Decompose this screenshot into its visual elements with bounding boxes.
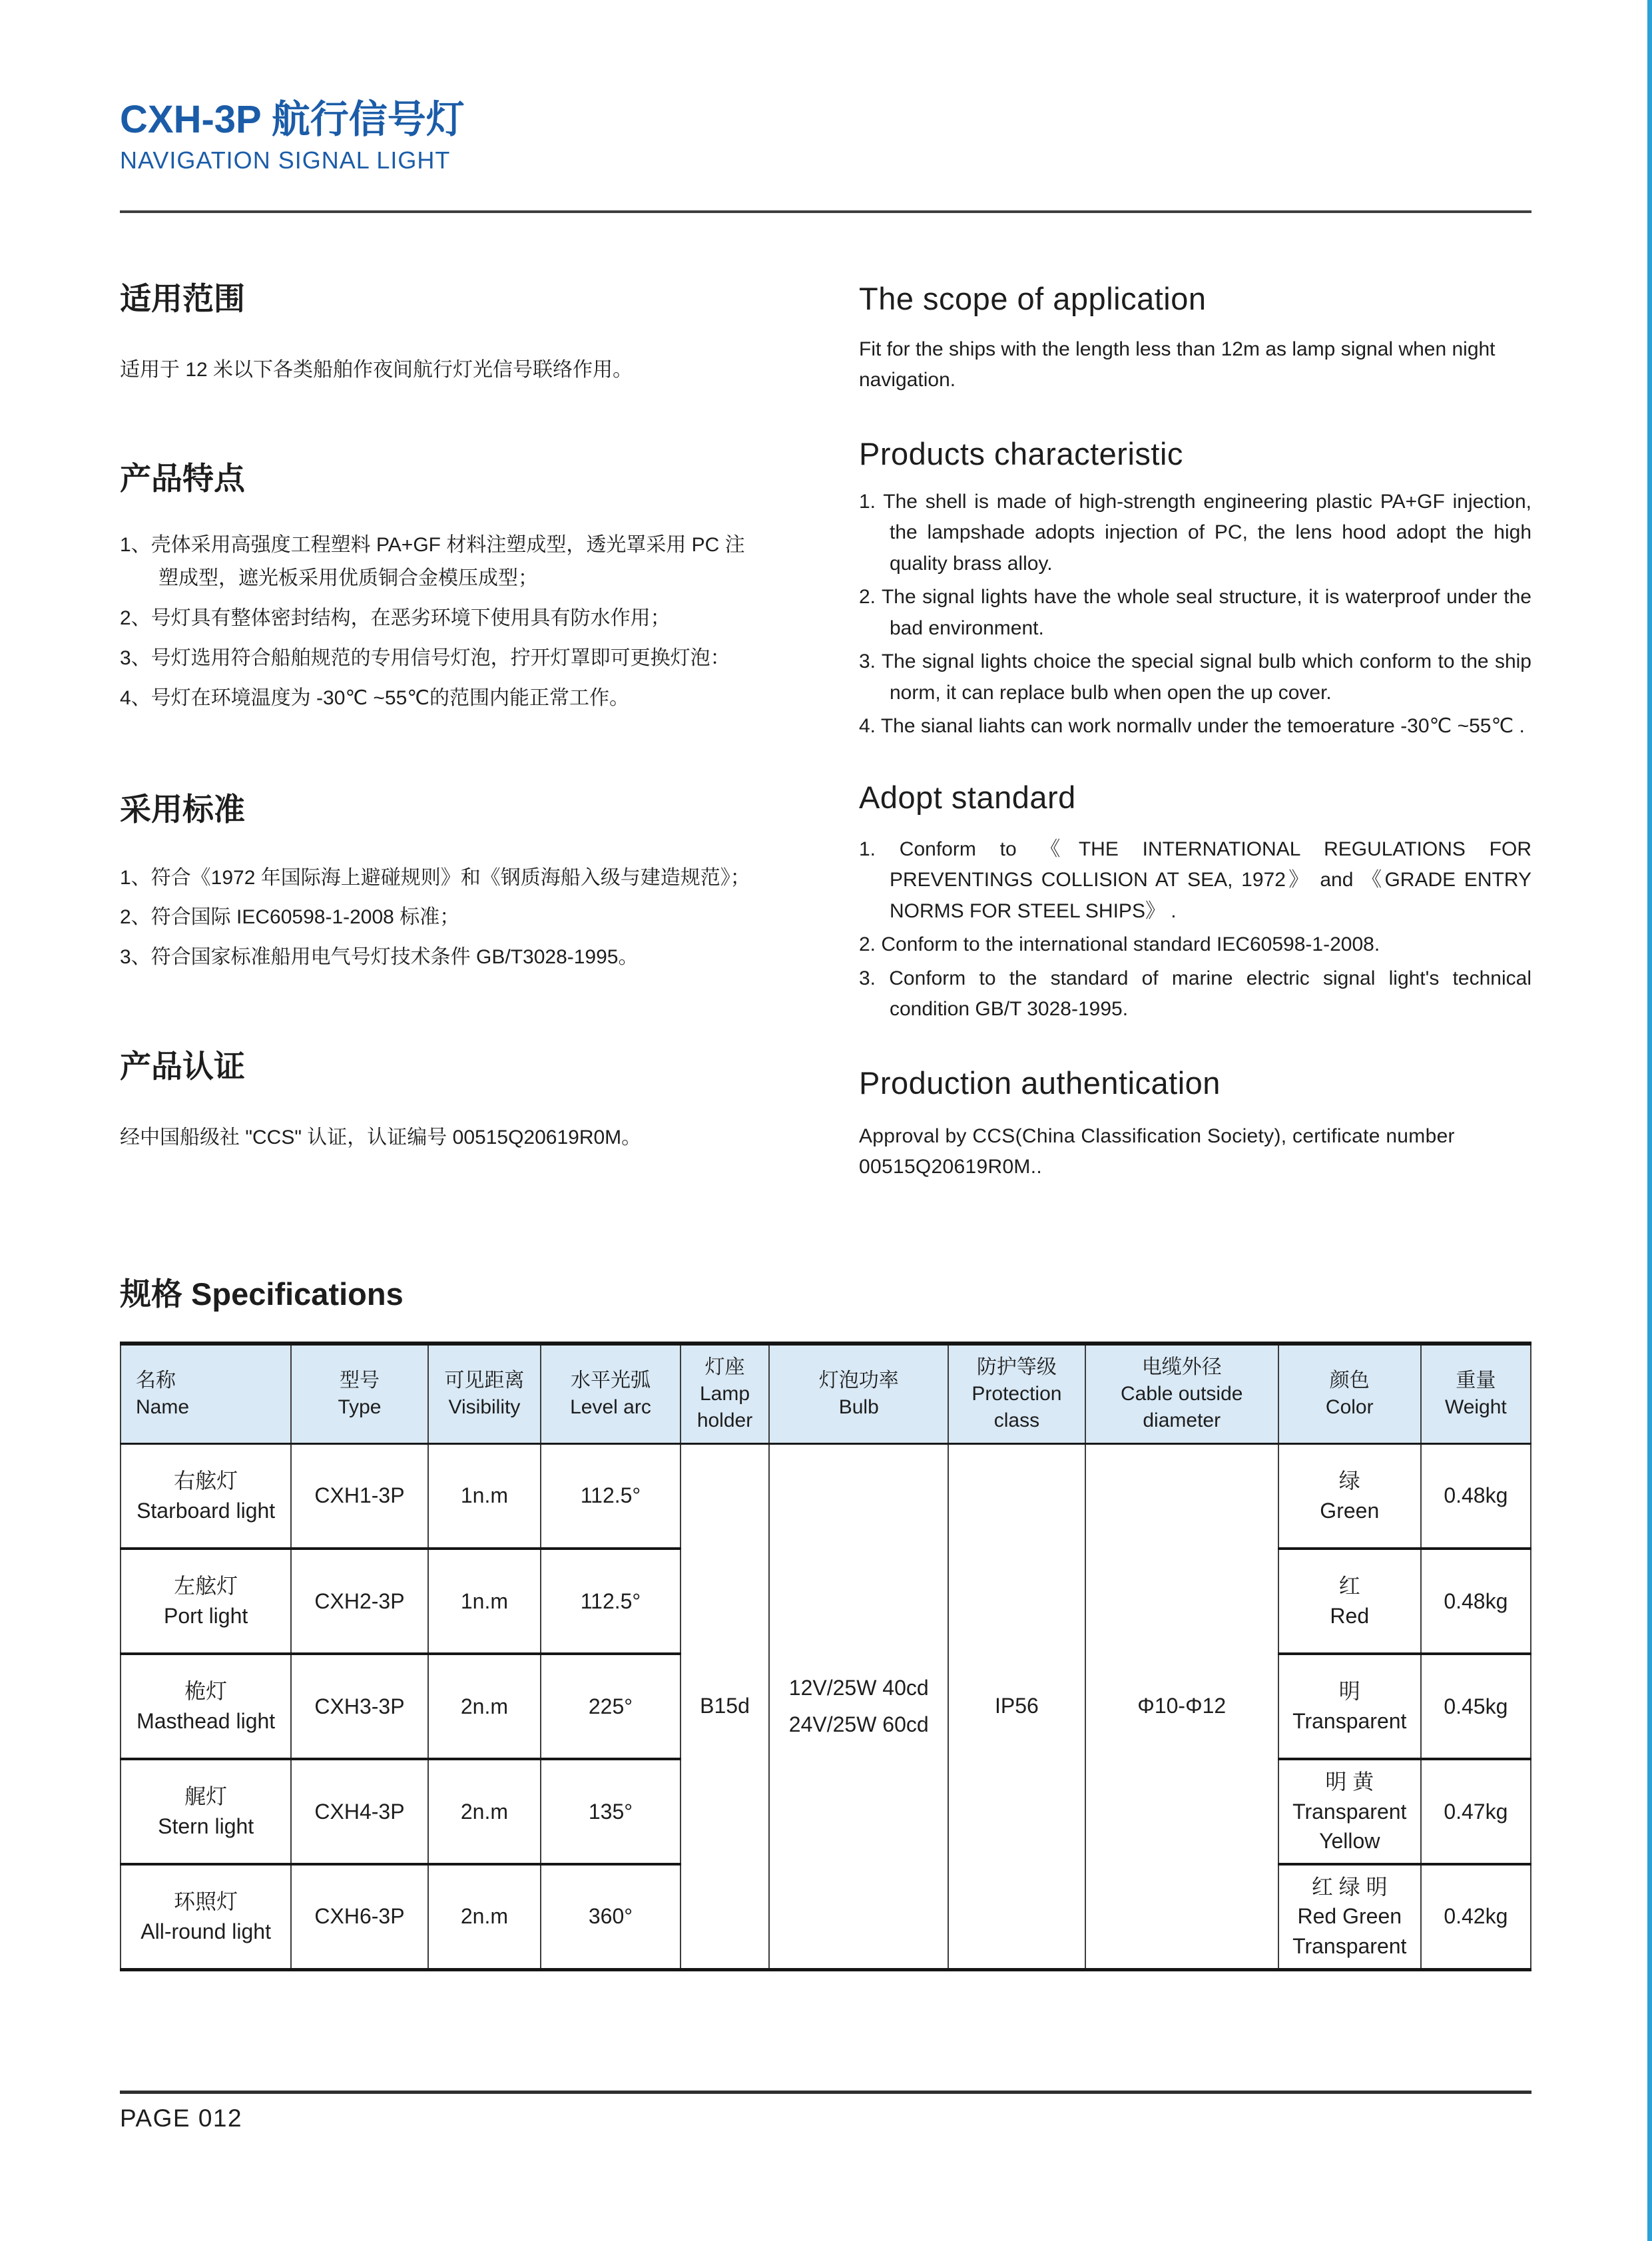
section-heading: Production authentication <box>859 1065 1221 1101</box>
cell-protection: IP56 <box>948 1443 1085 1969</box>
name-cn: 艉灯 <box>184 1784 228 1809</box>
section-body: Approval by CCS(China Classification Society), certificate number 00515Q20619R0M.. <box>859 1124 1455 1178</box>
header-label-en: Level arc <box>570 1395 651 1418</box>
section-body: 经中国船级社 "CCS" 认证，认证编号 00515Q20619R0M。 <box>120 1126 642 1148</box>
cell-type: CXH1-3P <box>291 1443 427 1549</box>
section-scope-en <box>859 281 1531 396</box>
section-heading: 适用范围 <box>120 280 245 316</box>
section-certification-cn <box>120 1049 754 1154</box>
cell-level-arc: 135° <box>541 1759 681 1864</box>
section-certification-en <box>859 1065 1531 1183</box>
cell-color <box>1278 1864 1421 1969</box>
specifications-table <box>120 1342 1531 1971</box>
section-body: 适用于 12 米以下各类船舶作夜间航行灯光信号联络作用。 <box>120 358 633 381</box>
two-column-body <box>120 281 1531 1183</box>
cell-type: CXH2-3P <box>291 1549 427 1654</box>
column-header-type <box>291 1344 427 1443</box>
section-heading: Adopt standard <box>859 779 1076 815</box>
page-footer <box>120 2091 1531 2132</box>
column-header-level-arc <box>541 1344 681 1443</box>
color-cn: 绿 <box>1338 1468 1360 1493</box>
color-cn: 红 绿 明 <box>1311 1874 1388 1899</box>
name-cn: 右舷灯 <box>174 1468 238 1493</box>
title-block <box>120 0 1531 213</box>
cell-weight: 0.45kg <box>1421 1654 1531 1759</box>
list-item: 1、壳体采用高强度工程塑料 PA+GF 材料注塑成型，透光罩采用 PC 注塑成型，遮光板采用优质铜合金模压成型； <box>120 534 745 590</box>
footer-page-number: PAGE 012 <box>120 2105 243 2132</box>
cell-color <box>1278 1654 1421 1759</box>
section-standards-cn <box>120 792 754 973</box>
section-features-cn <box>120 461 754 714</box>
color-en: Transparent Yellow <box>1292 1799 1407 1854</box>
list-item: 1. The shell is made of high-strength engineering plastic PA+GF injection, the lampshade adopts injection of PC, the lens hood adopt the high quality brass alloy. <box>859 490 1531 575</box>
column-header-visibility <box>428 1344 541 1443</box>
column-header-weight <box>1421 1344 1531 1443</box>
header-label-en: Weight <box>1444 1395 1507 1418</box>
table-row <box>121 1443 1531 1549</box>
bulb-line-1: 12V/25W 40cd <box>788 1675 929 1700</box>
header-label-cn: 颜色 <box>1329 1370 1370 1392</box>
cell-weight: 0.42kg <box>1421 1864 1531 1969</box>
list-item: 3、符合国家标准船用电气号灯技术条件 GB/T3028-1995。 <box>120 946 639 969</box>
name-en: Masthead light <box>137 1709 276 1734</box>
column-header-cable <box>1085 1344 1278 1443</box>
column-header-lamp-holder <box>681 1344 769 1443</box>
name-en: All-round light <box>140 1919 271 1943</box>
section-standards-en <box>859 780 1531 1025</box>
list-item: 4、号灯在环境温度为 -30℃ ~55℃的范围内能正常工作。 <box>120 686 629 709</box>
cell-name <box>121 1864 291 1969</box>
header-label-en: Color <box>1325 1395 1374 1418</box>
name-en: Port light <box>163 1604 248 1628</box>
features-list-cn <box>120 529 754 714</box>
cell-lamp-holder: B15d <box>681 1443 769 1969</box>
header-label-cn: 型号 <box>339 1370 380 1392</box>
cell-cable: Φ10-Φ12 <box>1085 1443 1278 1969</box>
cell-level-arc: 112.5° <box>541 1443 681 1549</box>
header-label-cn: 电缆外径 <box>1141 1356 1222 1379</box>
list-item: 2、号灯具有整体密封结构，在恶劣环境下使用具有防水作用； <box>120 607 671 630</box>
specifications-title: 规格 Specifications <box>120 1276 404 1312</box>
list-item: 4. The sianal liahts can work normallv under the temoerature -30℃ ~55℃ . <box>859 715 1525 738</box>
cell-type: CXH4-3P <box>291 1759 427 1864</box>
list-item: 1. Conform to 《THE INTERNATIONAL REGULATIONS FOR PREVENTINGS COLLISION AT SEA, 1972》 and 《GRADE ENTRY NORMS FOR STEEL SHIPS》 . <box>859 838 1531 922</box>
cell-visibility: 2n.m <box>428 1654 541 1759</box>
header-label-cn: 名称 <box>136 1370 176 1392</box>
features-list-en <box>859 487 1531 742</box>
header-label-cn: 灯座 <box>704 1356 745 1379</box>
section-body: Fit for the ships with the length less than 12m as lamp signal when night navigation. <box>859 338 1496 391</box>
cell-color <box>1278 1443 1421 1549</box>
section-heading: The scope of application <box>859 280 1207 316</box>
cell-name <box>121 1549 291 1654</box>
name-cn: 左舷灯 <box>174 1574 238 1599</box>
cell-visibility: 1n.m <box>428 1443 541 1549</box>
list-item: 3. The signal lights choice the special signal bulb which conform to the ship norm, it can replace bulb when open the up cover. <box>859 650 1531 704</box>
header-label-cn: 水平光弧 <box>570 1370 651 1392</box>
name-cn: 环照灯 <box>174 1889 238 1913</box>
header-label-en: Type <box>338 1395 382 1418</box>
chinese-column <box>120 281 754 1154</box>
list-item: 2. The signal lights have the whole seal structure, it is waterproof under the bad environment. <box>859 586 1531 639</box>
list-item: 3、号灯选用符合船舶规范的专用信号灯泡，拧开灯罩即可更换灯泡： <box>120 646 730 669</box>
cell-level-arc: 360° <box>541 1864 681 1969</box>
section-scope-cn <box>120 281 754 387</box>
standards-list-cn <box>120 862 754 974</box>
cell-weight: 0.47kg <box>1421 1759 1531 1864</box>
header-label-en: Name <box>136 1395 190 1418</box>
column-header-protection <box>948 1344 1085 1443</box>
column-header-color <box>1278 1344 1421 1443</box>
list-item: 2、符合国际 IEC60598-1-2008 标准； <box>120 906 460 929</box>
column-header-name <box>121 1344 291 1443</box>
cell-type: CXH6-3P <box>291 1864 427 1969</box>
header-label-en: Protection class <box>971 1382 1062 1431</box>
color-en: Transparent <box>1292 1709 1407 1734</box>
header-label-cn: 可见距离 <box>444 1370 525 1392</box>
bulb-line-2: 24V/25W 60cd <box>788 1712 929 1736</box>
specifications-section <box>120 1276 1531 1971</box>
table-header-row <box>121 1344 1531 1443</box>
cell-visibility: 1n.m <box>428 1549 541 1654</box>
cell-bulb <box>769 1443 948 1969</box>
cell-weight: 0.48kg <box>1421 1443 1531 1549</box>
page-subtitle: NAVIGATION SIGNAL LIGHT <box>120 146 451 174</box>
color-en: Green <box>1320 1498 1380 1523</box>
page-title: CXH-3P 航行信号灯 <box>120 98 465 141</box>
list-item: 2. Conform to the international standard IEC60598-1-2008. <box>859 933 1380 956</box>
name-en: Starboard light <box>137 1498 276 1523</box>
cell-name <box>121 1654 291 1759</box>
header-label-cn: 灯泡功率 <box>818 1370 899 1392</box>
cell-color <box>1278 1549 1421 1654</box>
section-features-en <box>859 436 1531 742</box>
color-en: Red <box>1330 1604 1370 1628</box>
color-en: Red Green Transparent <box>1292 1904 1407 1959</box>
cell-level-arc: 225° <box>541 1654 681 1759</box>
column-header-bulb <box>769 1344 948 1443</box>
header-label-en: Lamp holder <box>696 1382 753 1431</box>
cell-level-arc: 112.5° <box>541 1549 681 1654</box>
cell-name <box>121 1443 291 1549</box>
section-heading: 产品特点 <box>120 461 245 497</box>
section-heading: 产品认证 <box>120 1048 245 1084</box>
cell-weight: 0.48kg <box>1421 1549 1531 1654</box>
name-en: Stern light <box>158 1814 254 1839</box>
header-label-cn: 重量 <box>1456 1370 1496 1392</box>
cell-visibility: 2n.m <box>428 1759 541 1864</box>
footer-divider <box>120 2091 1531 2094</box>
english-column <box>859 281 1531 1183</box>
section-heading: 采用标准 <box>120 792 245 828</box>
header-label-en: Visibility <box>448 1395 521 1418</box>
title-divider <box>120 210 1531 213</box>
section-heading: Products characteristic <box>859 435 1183 471</box>
color-cn: 红 <box>1338 1574 1360 1599</box>
list-item: 1、符合《1972 年国际海上避碰规则》和《钢质海船入级与建造规范》； <box>120 866 750 889</box>
header-label-cn: 防护等级 <box>976 1356 1057 1379</box>
page-edge-accent-bar <box>1647 0 1652 2241</box>
cell-type: CXH3-3P <box>291 1654 427 1759</box>
cell-name <box>121 1759 291 1864</box>
standards-list-en <box>859 834 1531 1025</box>
list-item: 3. Conform to the standard of marine electric signal light's technical condition GB/T 3028-1995. <box>859 967 1531 1021</box>
color-cn: 明 黄 <box>1325 1769 1374 1794</box>
name-cn: 桅灯 <box>184 1679 228 1704</box>
color-cn: 明 <box>1338 1679 1360 1704</box>
header-label-en: Cable outside diameter <box>1121 1382 1243 1431</box>
header-label-en: Bulb <box>838 1395 879 1418</box>
cell-color <box>1278 1759 1421 1864</box>
cell-visibility: 2n.m <box>428 1864 541 1969</box>
